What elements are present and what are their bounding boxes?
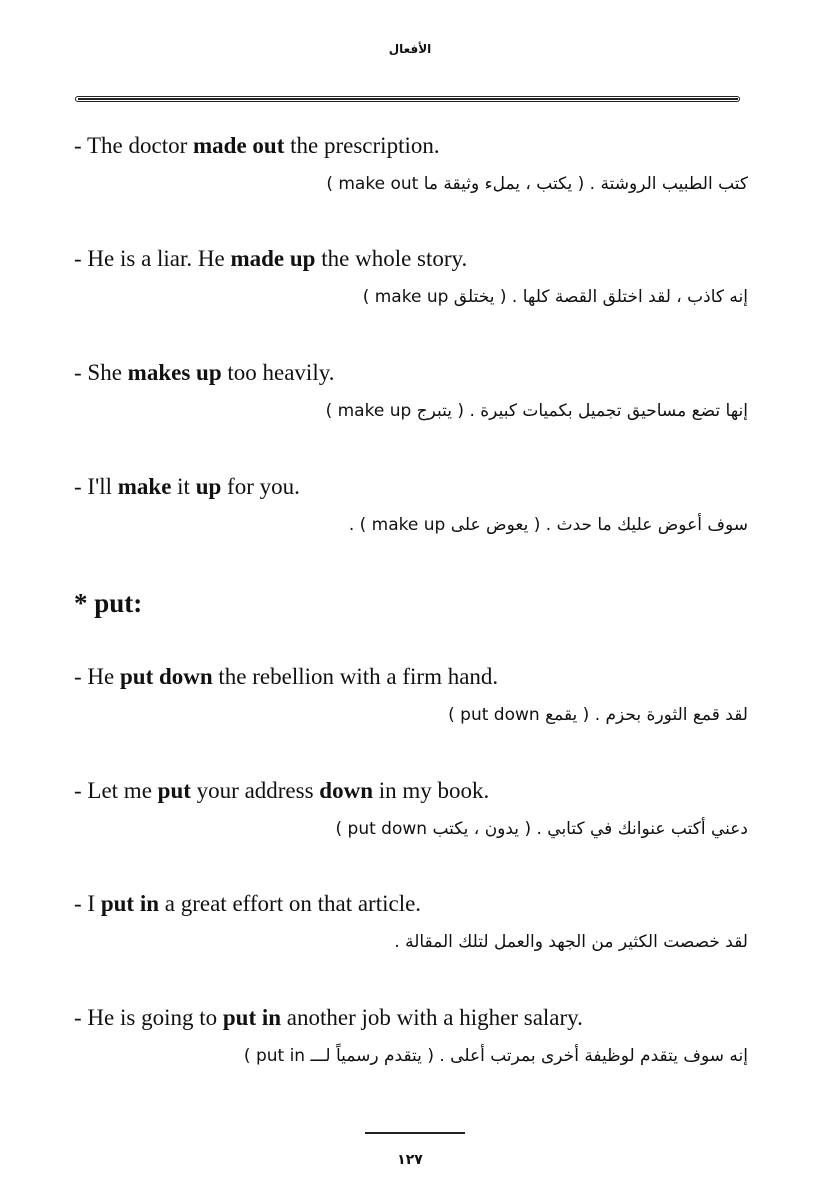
sentence-text: - I (74, 891, 101, 916)
sentence-text: for you. (221, 474, 300, 499)
english-example-sentence (74, 246, 467, 272)
running-header: الأفعال (388, 42, 432, 56)
header-rule-inner (78, 98, 738, 100)
section-heading-put: * put: (74, 588, 143, 618)
arabic-translation: إنها تضع مساحيق تجميل بكميات كبيرة . ( يتبرج make up ) (325, 401, 748, 421)
page-number: ١٢٧ (397, 1152, 423, 1168)
english-example-sentence (74, 133, 440, 159)
arabic-translation: إنه سوف يتقدم لوظيفة أخرى بمرتب أعلى . ( يتقدم رسمياً لـــ put in ) (243, 1046, 748, 1066)
english-example-sentence (74, 360, 334, 386)
sentence-text: the prescription. (284, 133, 440, 158)
english-example-sentence (74, 1005, 583, 1031)
phrasal-verb-highlight: put in (100, 891, 160, 916)
arabic-translation: لقد خصصت الكثير من الجهد والعمل لتلك المقالة . (394, 932, 748, 952)
phrasal-verb-highlight: up (195, 474, 222, 499)
sentence-text: - He is a liar. He (74, 246, 231, 271)
sentence-text: - She (74, 360, 128, 385)
phrasal-verb-highlight: put (157, 778, 191, 803)
sentence-text: - I'll (74, 474, 118, 499)
english-example-sentence (74, 778, 489, 804)
sentence-text: the rebellion with a firm hand. (212, 664, 499, 689)
sentence-text: another job with a higher salary. (281, 1005, 583, 1030)
sentence-text: - The doctor (74, 133, 194, 158)
english-example-sentence (74, 664, 498, 690)
arabic-translation: دعني أكتب عنوانك في كتابي . ( يدون ، يكتب put down ) (335, 819, 748, 839)
arabic-translation: لقد قمع الثورة بحزم . ( يقمع put down ) (448, 705, 748, 725)
phrasal-verb-highlight: make (117, 474, 172, 499)
sentence-text: the whole story. (315, 246, 468, 271)
sentence-text: in my book. (373, 778, 490, 803)
phrasal-verb-highlight: makes up (127, 360, 222, 385)
phrasal-verb-highlight: put down (119, 664, 213, 689)
sentence-text: - Let me (74, 778, 158, 803)
phrasal-verb-highlight: made out (193, 133, 285, 158)
english-example-sentence (74, 474, 300, 500)
sentence-text: your address (190, 778, 320, 803)
phrasal-verb-highlight: made up (230, 246, 316, 271)
phrasal-verb-highlight: down (319, 778, 373, 803)
arabic-translation: سوف أعوض عليك ما حدث . ( يعوض على make up ) . (348, 515, 748, 535)
english-example-sentence (74, 891, 421, 917)
sentence-text: - He is going to (74, 1005, 223, 1030)
sentence-text: a great effort on that article. (159, 891, 422, 916)
sentence-text: - He (74, 664, 120, 689)
sentence-text: it (171, 474, 196, 499)
footer-rule (365, 1132, 465, 1134)
arabic-translation: إنه كاذب ، لقد اختلق القصة كلها . ( يختلق make up ) (362, 287, 748, 307)
sentence-text: too heavily. (221, 360, 335, 385)
phrasal-verb-highlight: put in (222, 1005, 282, 1030)
arabic-translation: كتب الطبيب الروشتة . ( يكتب ، يملء وثيقة ما make out ) (326, 174, 748, 194)
